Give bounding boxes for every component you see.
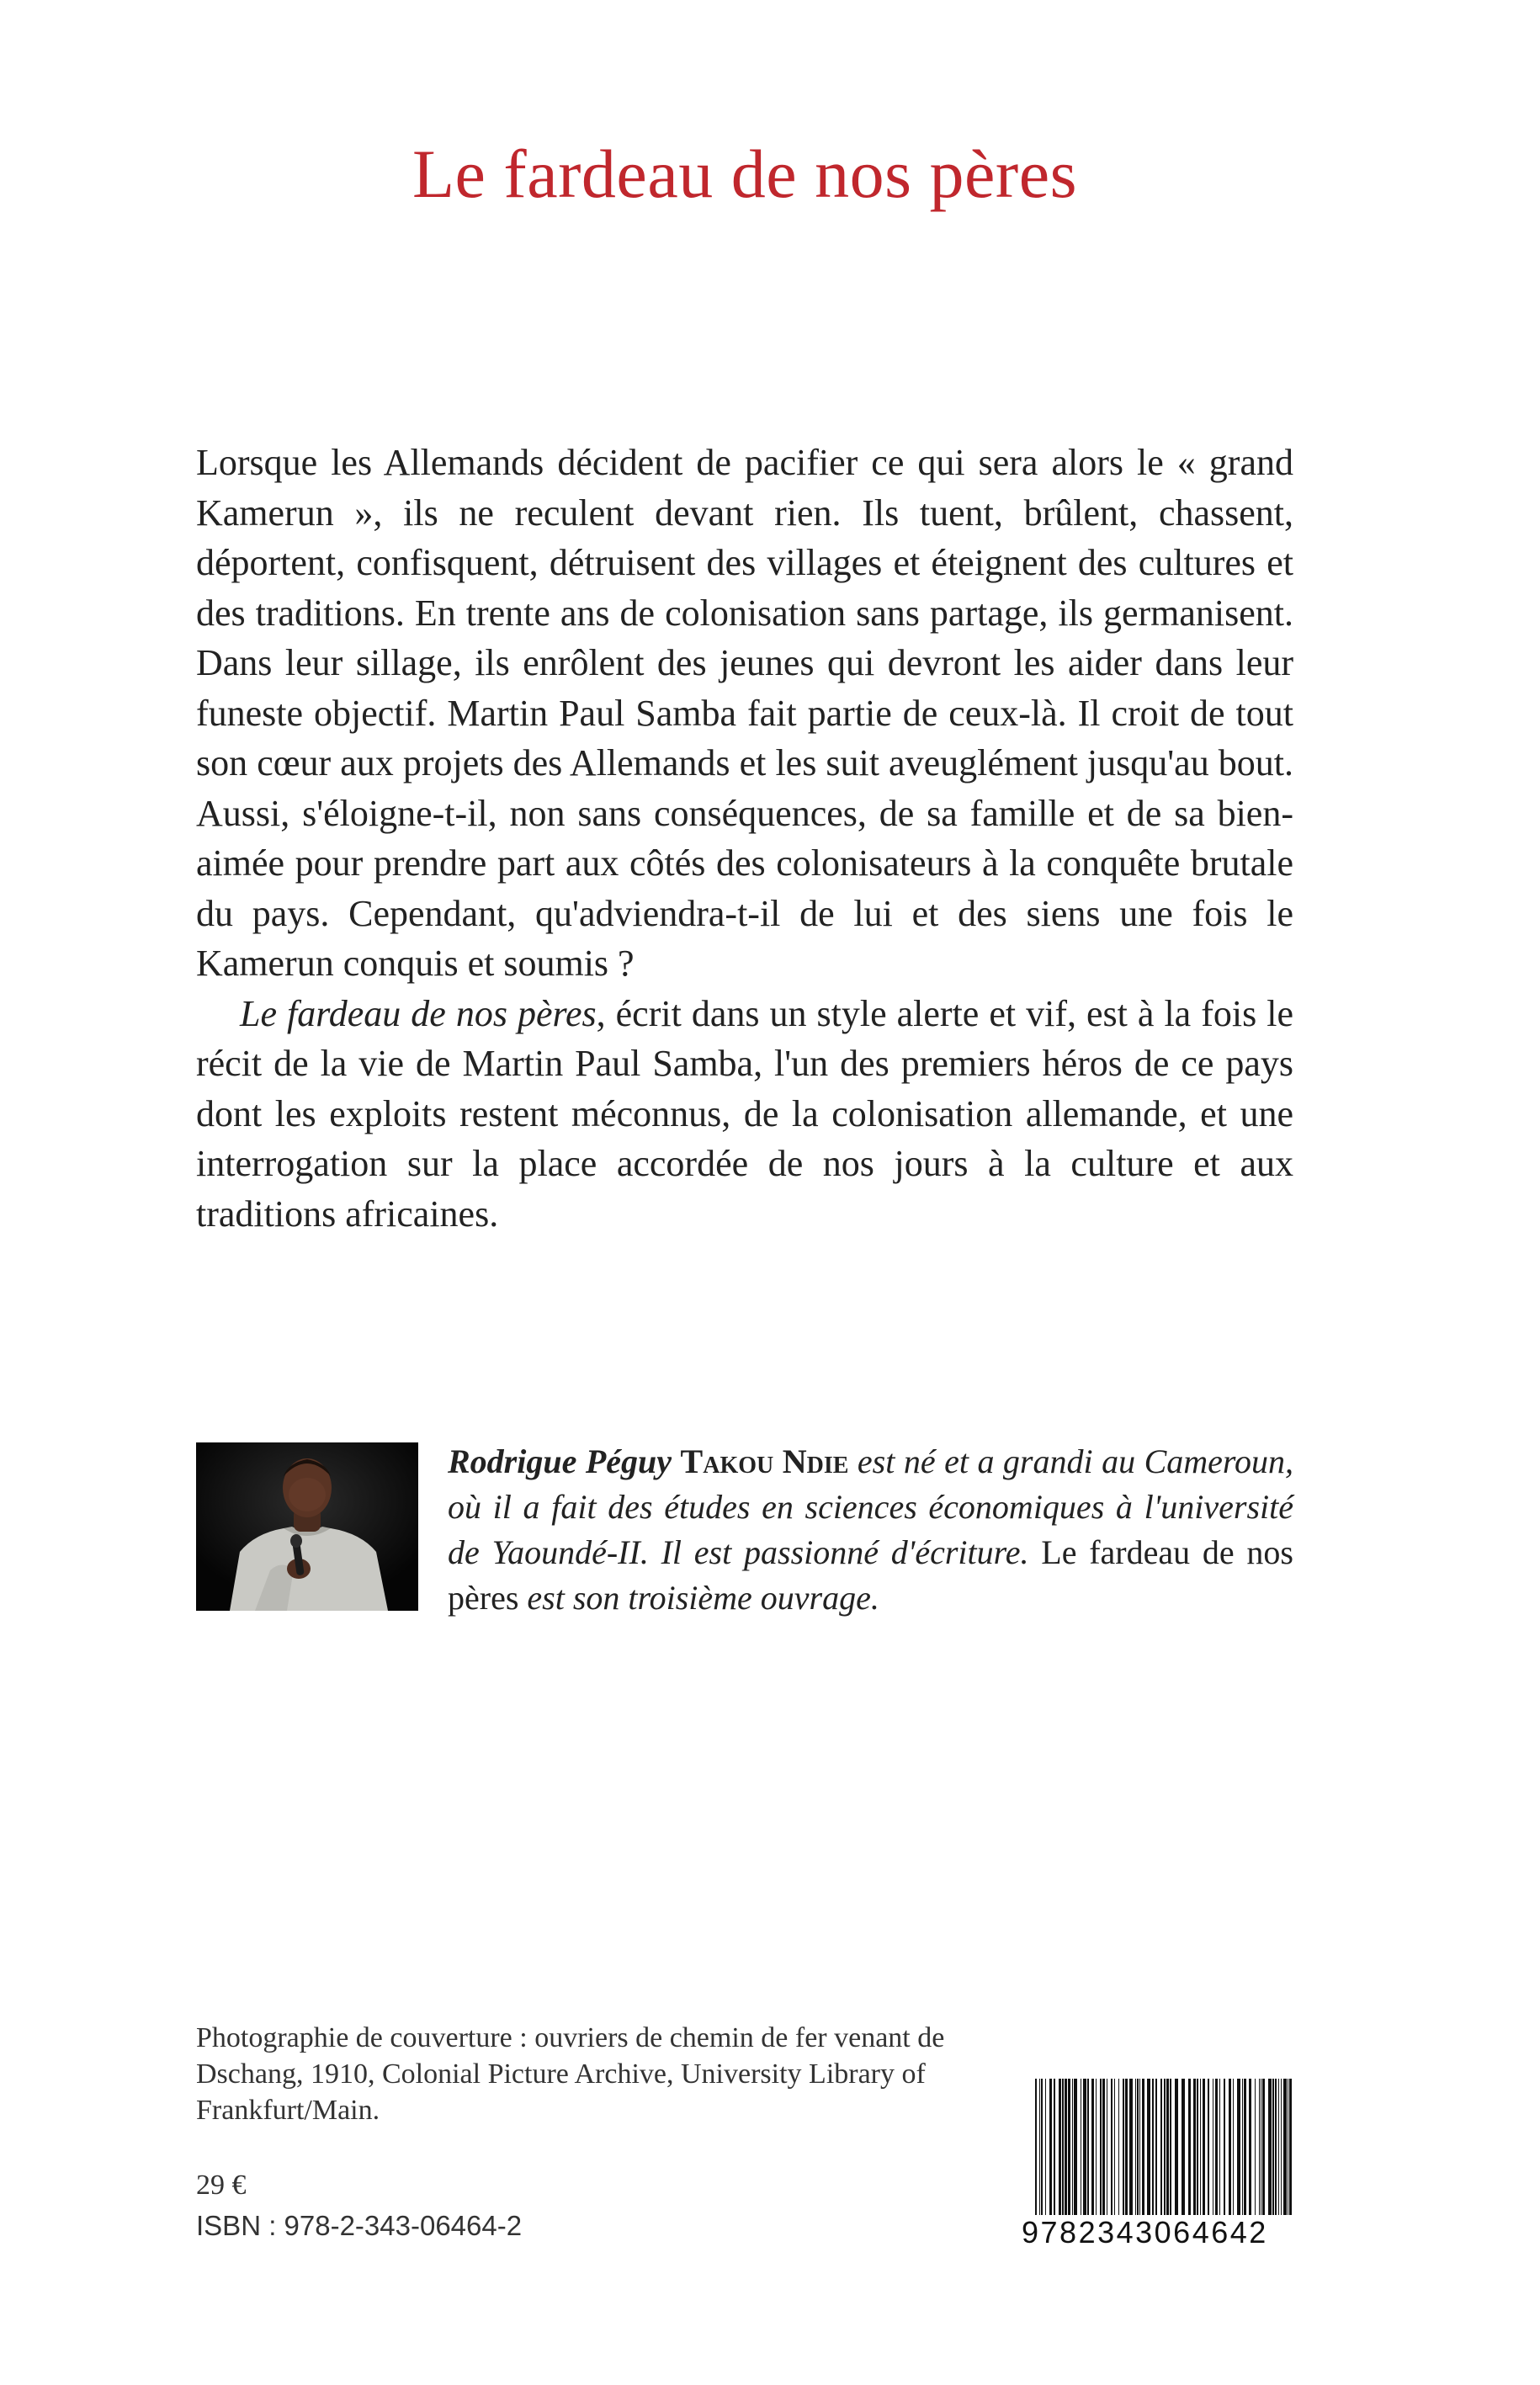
author-first-names: Rodrigue Péguy [448, 1442, 672, 1480]
author-bio-end: est son troisième ouvrage. [518, 1579, 879, 1617]
author-block [196, 1439, 1293, 1616]
author-bio-book-title: Le fardeau de nos pères [448, 1533, 1293, 1617]
blurb-paragraph-1: Lorsque les Allemands décident de pacifier ce qui sera alors le « grand Kamerun », ils ne reculent devant rien. Ils tuent, brûlent, chassent, déportent, confisquent, détruisent des villages et éteignent des cultures et des traditions. En trente ans de colonisation sans partage, ils germanisent. Dans leur sillage, ils enrôlent des jeunes qui devront les aider dans leur funeste objectif. Martin Paul Samba fait partie de ceux-là. Il croit de tout son cœur aux projets des Allemands et les suit aveuglément jusqu'au bout. Aussi, s'éloigne-t-il, non sans conséquences, de sa famille et de sa bien-aimée pour prendre part aux côtés des colonisateurs à la conquête brutale du pays. Cependant, qu'adviendra-t-il de lui et des siens une fois le Kamerun conquis et soumis ? [196, 442, 1293, 984]
price: 29 € [196, 2170, 247, 2201]
book-title: Le fardeau de nos pères [412, 135, 1078, 212]
author-bio-text: est né et a grandi au Cameroun, où il a fait des études en sciences économiques à l'université de Yaoundé-II. Il est passionné d'écriture. [448, 1442, 1294, 1571]
barcode-digits: 9782343064642 [1022, 2215, 1299, 2250]
photo-credit: Photographie de couverture : ouvriers de chemin de fer venant de Dschang, 1910, Colonial Picture Archive, University Library of Frankfurt/Main. [196, 2022, 945, 2126]
blurb-paragraph-2-text: , écrit dans un style alerte et vif, est à la fois le récit de la vie de Martin Paul Samba, l'un des premiers héros de ce pays dont les exploits restent méconnus, de la colonisation allemande, et une interrogation sur la place accordée de nos jours à la culture et aux traditions africaines. [196, 992, 1293, 1235]
isbn: ISBN : 978-2-343-06464-2 [196, 2210, 523, 2241]
author-surname: Takou Ndie [680, 1442, 849, 1480]
author-portrait-image [196, 1442, 418, 1611]
author-bio [448, 1439, 1293, 1621]
blurb-book-title: Le fardeau de nos pères [240, 992, 597, 1034]
author-photo [196, 1442, 418, 1611]
back-cover-blurb [196, 438, 1293, 1239]
blurb-paragraph-2 [196, 989, 1293, 1240]
